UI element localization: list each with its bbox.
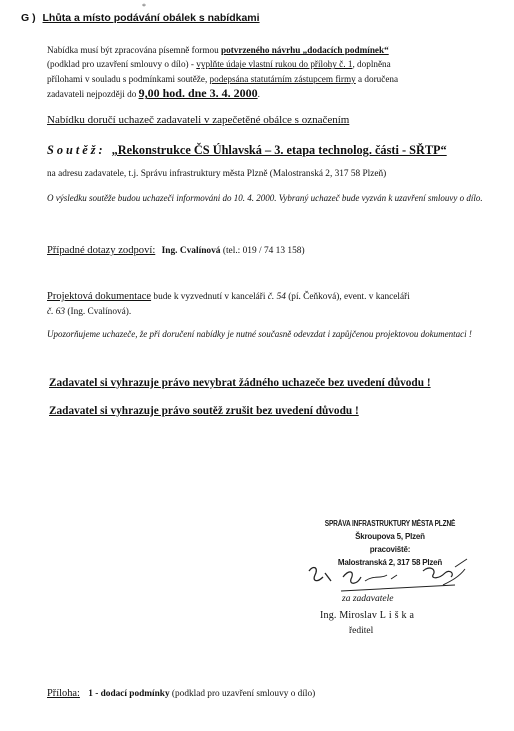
signature-for: za zadavatele (342, 594, 394, 604)
documentation-paragraph (47, 290, 502, 319)
documentation-text: (pí. Čeňková), event. v kanceláři (285, 292, 410, 302)
documentation-text: bude k vyzvednutí v kanceláři (151, 292, 268, 302)
address-line: na adresu zadavatele, t.j. Správu infrastruktury města Plzně (Malostranská 2, 317 58 Plzeň) (47, 169, 387, 179)
contact-label: Případné dotazy zodpoví: (47, 245, 156, 256)
contact-person: Ing. Cvalínová (161, 246, 221, 256)
stamp-line: pracoviště: (369, 545, 411, 554)
p1-text: a doručena (355, 73, 399, 84)
p1-text: zadavateli nejpozději do (47, 89, 139, 100)
p1-text: , doplněna (352, 59, 391, 70)
warning-line: Zadavatel si vyhrazuje právo soutěž zrušit bez uvedení důvodu ! (49, 405, 359, 417)
envelope-text: Nabídku doručí uchazeč zadavateli v zapečetěné obálce s označením (47, 114, 350, 126)
p1-text: (podklad pro uzavření smlouvy o dílo) - (47, 59, 197, 70)
stamp-line: SPRÁVA INFRASTRUKTURY MĚSTA PLZNĚ (324, 519, 456, 528)
submission-paragraph (47, 43, 492, 102)
competition-name: „Rekonstrukce ČS Úhlavská – 3. etapa technolog. části - SŘTP“ (111, 143, 447, 157)
p1-text: Nabídka musí být zpracována písemně formou (47, 45, 222, 55)
deadline: 9,00 hod. dne 3. 4. 2000 (138, 86, 258, 101)
p1-text: . (257, 89, 260, 100)
p1-emphasis: podepsána statutárním zástupcem firmy (209, 73, 356, 84)
documentation-label: Projektová dokumentace (47, 291, 152, 302)
p1-emphasis: potvrzeného návrhu „dodacích podmínek“ (221, 45, 389, 55)
stamp-line: Škroupova 5, Plzeň (355, 532, 425, 541)
signer-role: ředitel (349, 626, 374, 636)
office-number: č. 54 (267, 292, 286, 302)
section-label: G ) (21, 12, 36, 24)
results-note: O výsledku soutěže budou uchazeči informováni do 10. 4. 2000. Vybraný uchazeč bude vyzván k uzavření smlouvy o dílo. (47, 193, 483, 203)
competition-label (47, 143, 447, 158)
competition-word: Soutěž: (47, 143, 106, 157)
attachment-line (47, 688, 315, 699)
attachment-note: (podklad pro uzavření smlouvy o dílo) (169, 689, 316, 699)
attachment-item: 1 - dodací podmínky (88, 689, 170, 699)
handwritten-signature (305, 555, 470, 597)
signer-name (320, 610, 417, 621)
contact-phone: (tel.: 019 / 74 13 158) (222, 246, 305, 256)
signer-name-part: Ing. Miroslav (320, 610, 380, 621)
p1-emphasis: vyplňte údaje vlastní rukou do přílohy č. 1 (196, 59, 353, 70)
return-note: Upozorňujeme uchazeče, že při doručení nabídky je nutné současně odevzdat i zapůjčenou projektovou dokumentaci ! (47, 329, 472, 339)
stamp-line: Malostranská 2, 317 58 Plzeň (337, 558, 443, 567)
office-number: č. 63 (47, 306, 66, 317)
section-title: Lhůta a místo podávání obálek s nabídkami (42, 12, 260, 24)
documentation-text: (Ing. Cvalínová). (65, 306, 132, 317)
envelope-paragraph (47, 114, 349, 126)
contact-line (47, 245, 305, 256)
corner-mark: * (142, 2, 146, 11)
section-heading (21, 12, 260, 24)
signer-surname: Liška (379, 610, 417, 621)
warning-line: Zadavatel si vyhrazuje právo nevybrat žádného uchazeče bez uvedení důvodu ! (49, 377, 431, 389)
p1-text: přílohami v souladu s podmínkami soutěže, (47, 73, 210, 84)
attachment-label: Příloha: (47, 688, 80, 699)
